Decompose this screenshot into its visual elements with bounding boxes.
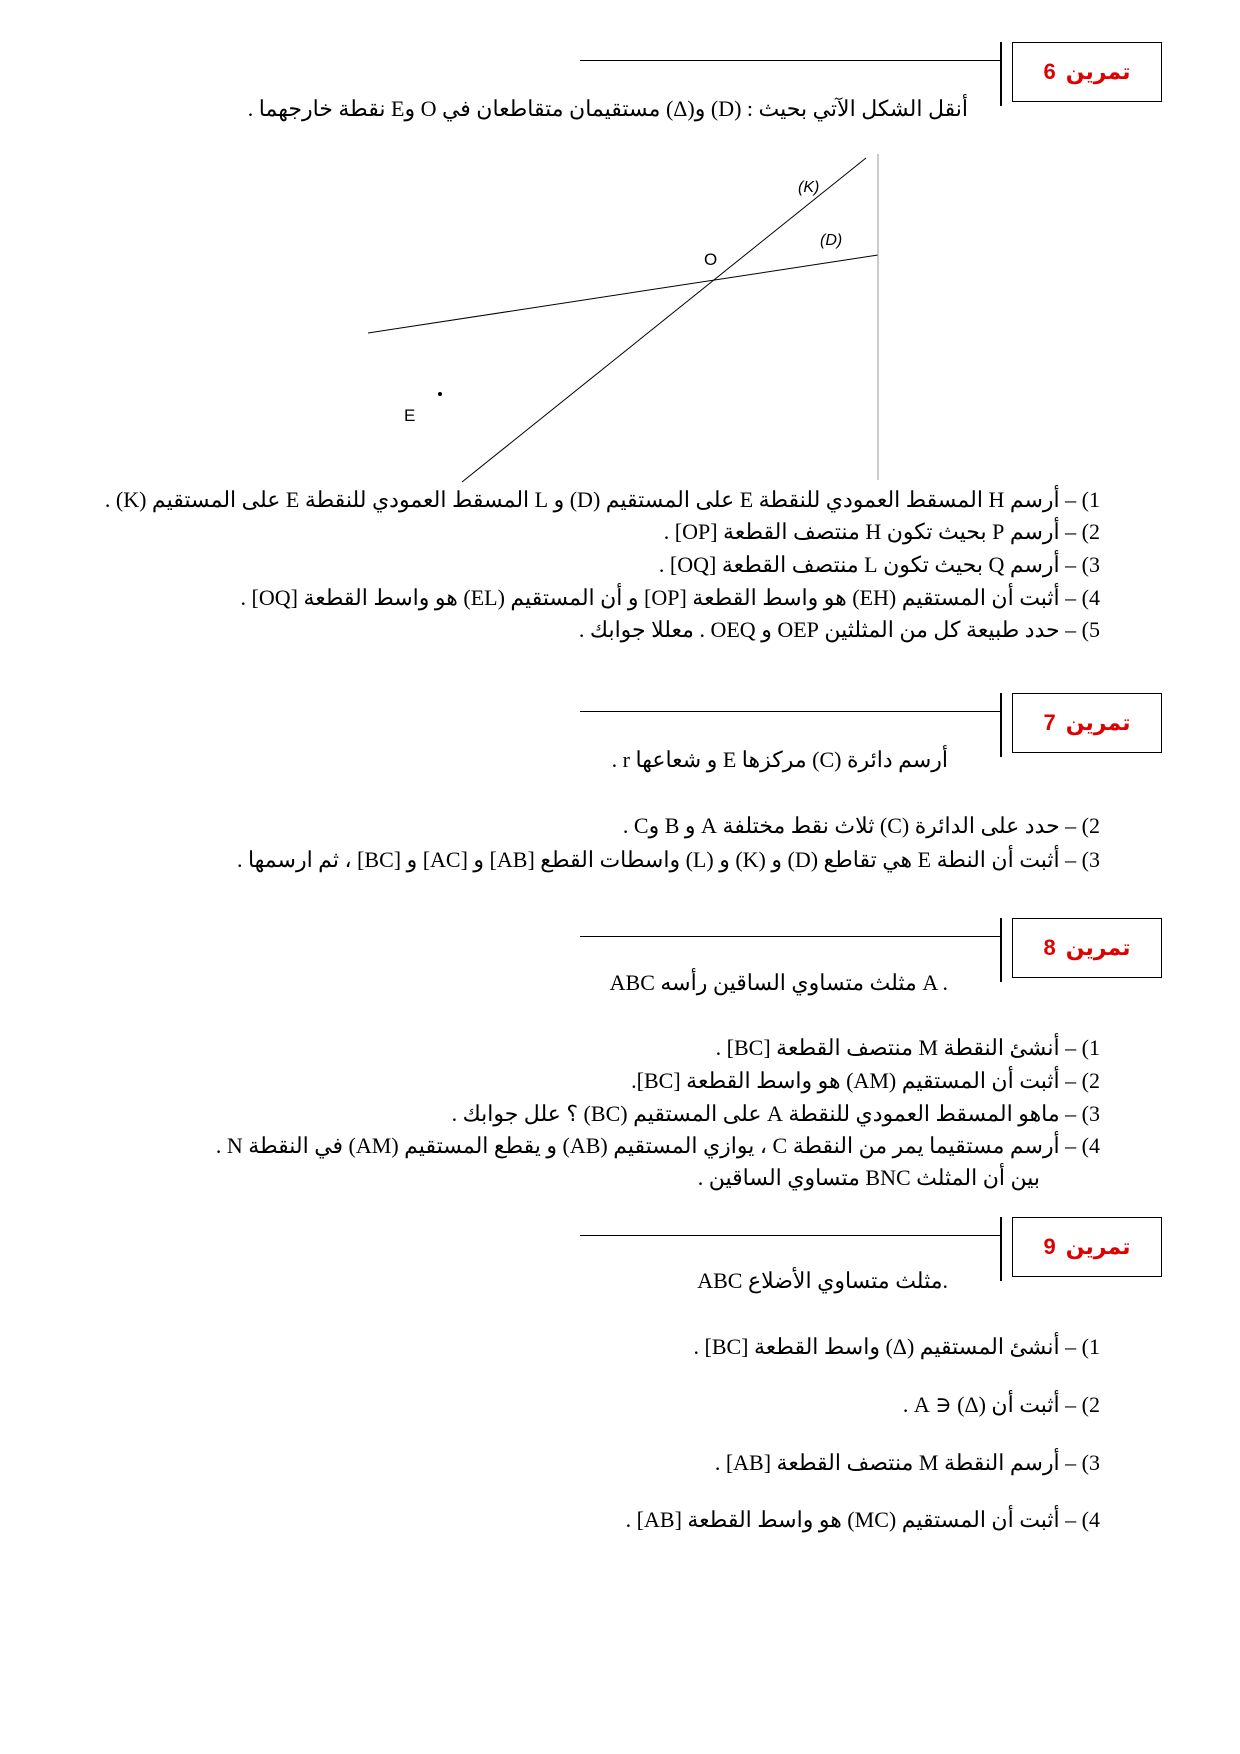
ex6-item-4: 4) – أثبت أن المستقيم (EH) هو واسط القطعة [OP] و أن المستقيم (EL) هو واسط القطعة [OQ] . (240, 585, 1100, 610)
ex6-item-3: 3) – أرسم Q بحيث تكون L منتصف القطعة [OQ] . (658, 552, 1100, 577)
ex9-title-box (1012, 1217, 1162, 1277)
ex8-title-number: 8 (1043, 935, 1056, 960)
ex8-header-divider (1000, 918, 1002, 982)
ex9-header-divider (1000, 1217, 1002, 1281)
ex8-title-label: تمرين (1065, 935, 1131, 960)
ex8-item-2: 2) – أثبت أن المستقيم (AM) هو واسط القطعة [BC]. (631, 1068, 1100, 1093)
ex8-header-rule (580, 936, 1000, 937)
ex7-title-box (1012, 693, 1162, 753)
ex9-item-4: 4) – أثبت أن المستقيم (MC) هو واسط القطعة [AB] . (625, 1507, 1100, 1532)
ex7-header-rule (580, 711, 1000, 712)
ex8-item-4: 4) – أرسم مستقيما يمر من النقطة C ، يوازي المستقيم (AB) و يقطع المستقيم (AM) في النقطة N . (215, 1133, 1100, 1158)
ex8-item-3: 3) – ماهو المسقط العمودي للنقطة A على المستقيم (BC) ؟ علل جوابك . (451, 1101, 1100, 1126)
ex6-item-5: 5) – حدد طبيعة كل من المثلثين OEP و OEQ . معللا جوابك . (578, 617, 1100, 642)
ex6-item-2: 2) – أرسم P بحيث تكون H منتصف القطعة [OP] . (663, 519, 1100, 544)
ex7-item-2: 2) – حدد على الدائرة (C) ثلاث نقط مختلفة A و B وC . (622, 813, 1100, 838)
ex8-item-4-followup: بين أن المثلث BNC متساوي الساقين . (697, 1165, 1040, 1190)
ex6-title-box (1012, 42, 1162, 102)
ex6-title-label: تمرين (1065, 59, 1131, 84)
label-e: E (404, 406, 416, 425)
ex9-header (0, 1217, 1240, 1281)
ex6-header-rule (580, 60, 1000, 61)
ex9-title-label: تمرين (1065, 1234, 1131, 1259)
ex7-item-3: 3) – أثبت أن النطة E هي تقاطع (D) و (K) و (L) واسطات القطع [AB] و [AC] و [BC] ، ثم ارسمها . (236, 847, 1100, 872)
ex9-header-rule (580, 1235, 1000, 1236)
label-o: O (704, 250, 718, 269)
ex6-item-1: 1) – أرسم H المسقط العمودي للنقطة E على المستقيم (D) و L المسقط العمودي للنقطة E على المستقيم (K) . (104, 487, 1100, 512)
ex9-item-2: 2) – أثبت أن (Δ) ∈ A . (902, 1392, 1100, 1417)
ex8-item-1: 1) – أنشئ النقطة M منتصف القطعة [BC] . (715, 1035, 1100, 1060)
point-e-dot (438, 392, 442, 396)
ex7-intro: أرسم دائرة (C) مركزها E و شعاعها r . (611, 747, 948, 772)
ex7-title-number: 7 (1043, 710, 1056, 735)
ex9-item-1: 1) – أنشئ المستقيم (Δ) واسط القطعة [BC] . (693, 1334, 1100, 1359)
label-k: (K) (798, 179, 820, 196)
ex9-intro: ABC مثلث متساوي الأضلاع. (697, 1268, 948, 1293)
ex7-header-divider (1000, 693, 1002, 757)
ex6-title-number: 6 (1043, 59, 1056, 84)
ex8-intro: ABC مثلث متساوي الساقين رأسه A . (609, 970, 948, 995)
line-d (368, 255, 878, 333)
label-d: (D) (820, 232, 843, 249)
ex6-header-divider (1000, 42, 1002, 106)
line-k (462, 158, 866, 482)
ex8-title-box (1012, 918, 1162, 978)
ex9-item-3: 3) – أرسم النقطة M منتصف القطعة [AB] . (714, 1450, 1100, 1475)
ex9-title-number: 9 (1043, 1234, 1056, 1259)
ex7-title-label: تمرين (1065, 710, 1131, 735)
ex6-intro: أنقل الشكل الآتي بحيث : (D) و(Δ) مستقيمان متقاطعان في O وE نقطة خارجهما . (247, 96, 968, 121)
